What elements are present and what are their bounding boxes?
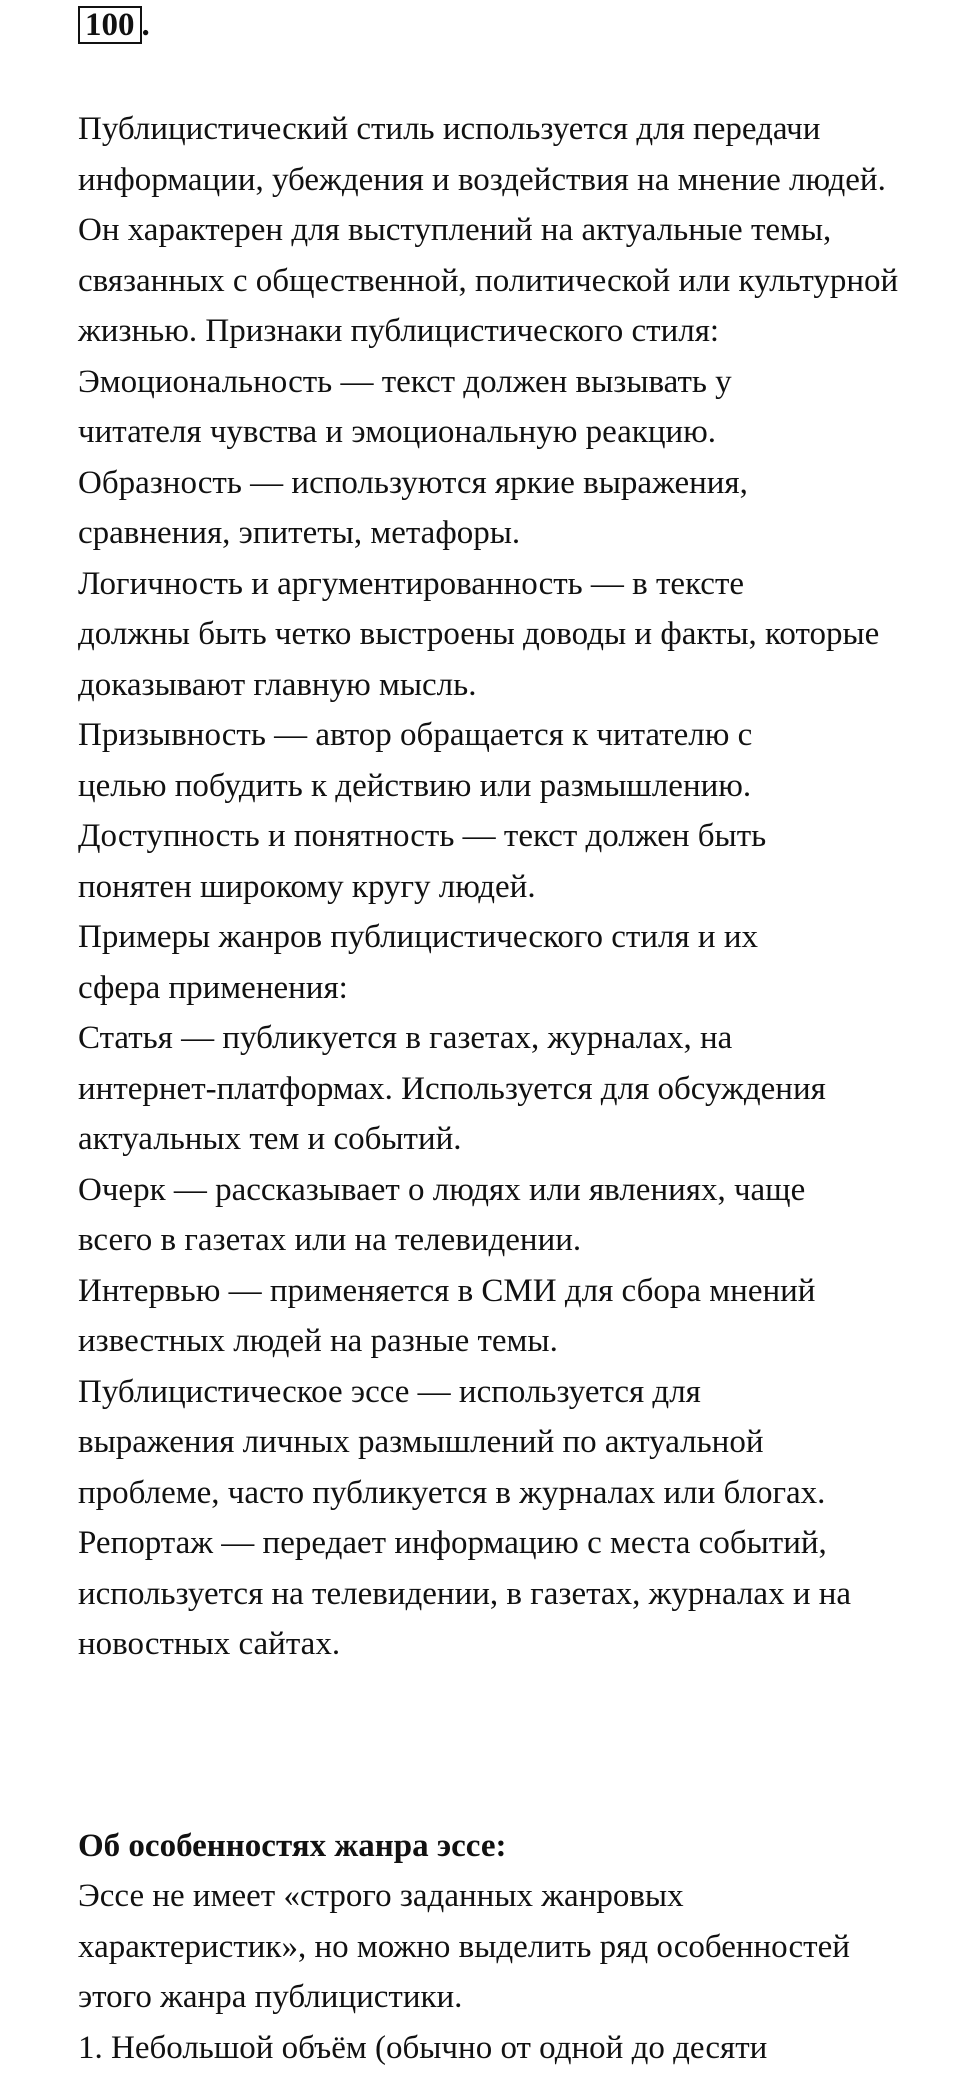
paragraph-logic xyxy=(2,559,960,711)
text-line: Очерк — рассказывает о людях или явлениях, чаще xyxy=(2,1165,960,1216)
text-line: жизнью. Признаки публицистического стиля: xyxy=(2,306,960,357)
text-line: этого жанра публицистики. xyxy=(2,1972,960,2023)
text-line: Статья — публикуется в газетах, журналах, на xyxy=(2,1013,960,1064)
exercise-number xyxy=(78,6,150,44)
section-heading-text: Об особенностях жанра эссе: xyxy=(2,1821,960,1872)
text-line: Интервью — применяется в СМИ для сбора мнений xyxy=(2,1266,960,1317)
text-line: целью побудить к действию или размышлению. xyxy=(2,761,960,812)
text-line: должны быть четко выстроены доводы и факты, которые xyxy=(2,609,960,660)
text-line: всего в газетах или на телевидении. xyxy=(2,1215,960,1266)
text-line: выражения личных размышлений по актуальной xyxy=(2,1417,960,1468)
exercise-number-box: 100 xyxy=(78,6,142,44)
text-line: информации, убеждения и воздействия на мнение людей. xyxy=(2,155,960,206)
text-line: проблеме, часто публикуется в журналах или блогах. xyxy=(2,1468,960,1519)
text-line: новостных сайтах. xyxy=(2,1619,960,1670)
text-line: используется на телевидении, в газетах, журналах и на xyxy=(2,1569,960,1620)
paragraph-appeal xyxy=(2,710,960,811)
text-line: доказывают главную мысль. xyxy=(2,660,960,711)
paragraph-emotionality xyxy=(2,357,960,458)
section-heading xyxy=(2,1821,960,1872)
text-line: Образность — используются яркие выражения, xyxy=(2,458,960,509)
paragraph-accessibility xyxy=(2,811,960,912)
paragraph-intro xyxy=(2,104,960,357)
text-line: Репортаж — передает информацию с места событий, xyxy=(2,1518,960,1569)
text-line: Доступность и понятность — текст должен быть xyxy=(2,811,960,862)
exercise-number-suffix: . xyxy=(142,7,150,43)
text-line: 1. Небольшой объём (обычно от одной до десяти xyxy=(2,2023,960,2073)
text-line: Призывность — автор обращается к читателю с xyxy=(2,710,960,761)
text-line: сравнения, эпитеты, метафоры. xyxy=(2,508,960,559)
text-line: характеристик», но можно выделить ряд особенностей xyxy=(2,1922,960,1973)
text-line: Логичность и аргументированность — в тексте xyxy=(2,559,960,610)
paragraph-interview xyxy=(2,1266,960,1367)
paragraph-imagery xyxy=(2,458,960,559)
text-line: Эссе не имеет «строго заданных жанровых xyxy=(2,1871,960,1922)
document-body xyxy=(2,104,960,2073)
text-line: понятен широкому кругу людей. xyxy=(2,862,960,913)
text-line: связанных с общественной, политической или культурной xyxy=(2,256,960,307)
text-line: сфера применения: xyxy=(2,963,960,1014)
paragraph-article xyxy=(2,1013,960,1165)
text-line: Он характерен для выступлений на актуальные темы, xyxy=(2,205,960,256)
text-line: Примеры жанров публицистического стиля и их xyxy=(2,912,960,963)
text-line: читателя чувства и эмоциональную реакцию. xyxy=(2,407,960,458)
text-line: известных людей на разные темы. xyxy=(2,1316,960,1367)
text-line: Эмоциональность — текст должен вызывать у xyxy=(2,357,960,408)
text-line: актуальных тем и событий. xyxy=(2,1114,960,1165)
text-line: интернет-платформах. Используется для обсуждения xyxy=(2,1064,960,1115)
paragraph-essay-intro xyxy=(2,1871,960,2023)
list-item xyxy=(2,2023,960,2073)
paragraph-sketch xyxy=(2,1165,960,1266)
text-line: Публицистическое эссе — используется для xyxy=(2,1367,960,1418)
text-line: Публицистический стиль используется для передачи xyxy=(2,104,960,155)
paragraph-genres-intro xyxy=(2,912,960,1013)
paragraph-report xyxy=(2,1518,960,1670)
paragraph-essay xyxy=(2,1367,960,1519)
